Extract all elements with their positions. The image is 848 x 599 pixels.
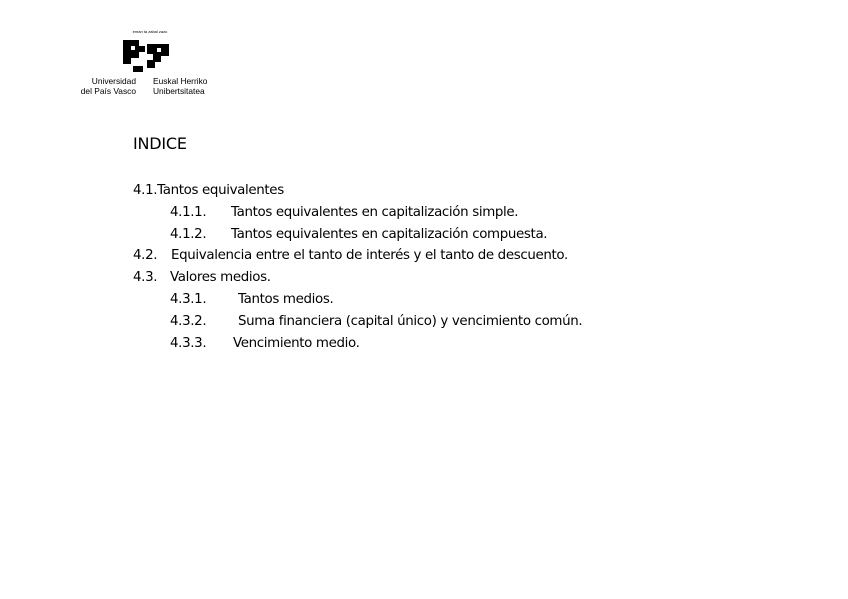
toc-number: 4.3. <box>133 270 158 285</box>
logo-left-line1: Universidad <box>91 76 136 86</box>
toc-text: Tantos equivalentes <box>157 183 284 198</box>
toc-entry-4-3-2 <box>170 313 582 331</box>
toc-number: 4.3.1. <box>170 292 207 307</box>
toc-entry-4-3-1 <box>170 291 333 309</box>
logo-text-basque <box>153 76 233 96</box>
toc-entry-4-1-2 <box>170 226 547 244</box>
toc-number: 4.1. <box>133 183 158 198</box>
logo-right-line1: Euskal Herriko <box>153 76 208 86</box>
logo-motto: eman ta zabal zazu <box>132 29 168 34</box>
toc-entry-4-3-3 <box>170 335 360 353</box>
toc-text: Tantos medios. <box>238 292 334 307</box>
toc-number: 4.3.3. <box>170 336 207 351</box>
university-emblem-icon <box>121 38 171 74</box>
logo-text-spanish <box>70 76 136 96</box>
toc-text: Tantos equivalentes en capitalización compuesta. <box>231 227 548 242</box>
toc-number: 4.1.2. <box>170 227 207 242</box>
toc-entry-4-3 <box>133 269 271 287</box>
logo-left-line2: del País Vasco <box>80 86 136 96</box>
toc-entry-4-2 <box>133 247 568 265</box>
toc-number: 4.2. <box>133 248 158 263</box>
logo-right-line2: Unibertsitatea <box>153 86 205 96</box>
toc-text: Equivalencia entre el tanto de interés y el tanto de descuento. <box>171 248 568 263</box>
toc-entry-4-1-1 <box>170 204 518 222</box>
toc-number: 4.3.2. <box>170 314 207 329</box>
toc-text: Valores medios. <box>170 270 271 285</box>
page-title: INDICE <box>133 134 187 153</box>
toc-text: Tantos equivalentes en capitalización simple. <box>231 205 519 220</box>
toc-text: Vencimiento medio. <box>233 336 360 351</box>
toc-number: 4.1.1. <box>170 205 207 220</box>
toc-entry-4-1 <box>133 182 284 200</box>
toc-text: Suma financiera (capital único) y vencimiento común. <box>238 314 583 329</box>
university-logo <box>70 28 230 100</box>
